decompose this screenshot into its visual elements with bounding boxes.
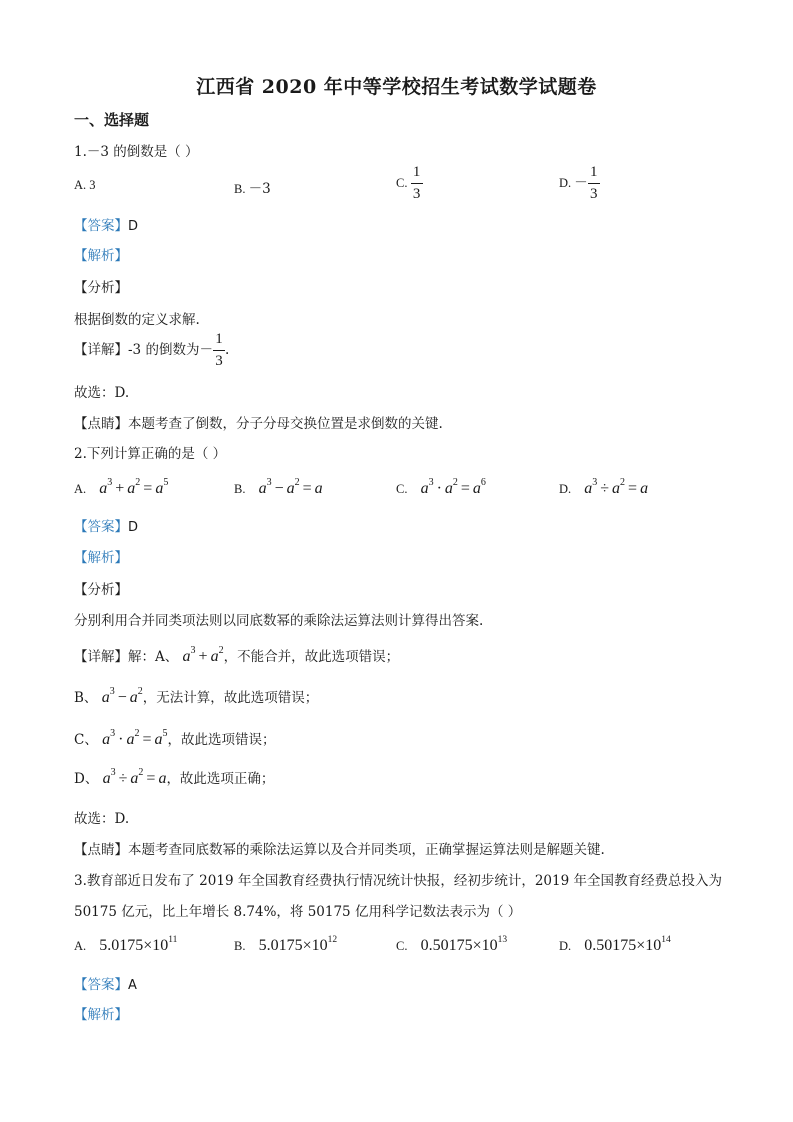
- q3-answer: [74, 973, 137, 993]
- q2-comment: [74, 838, 605, 858]
- q2-option-c: [396, 478, 486, 498]
- q2-analysis-tag: 【解析】: [74, 550, 128, 566]
- page-title: 江西省 2020 年中等学校招生考试数学试题卷: [196, 76, 597, 98]
- q2-option-d-expr: $a^3 \div a^2 = a$: [584, 476, 649, 497]
- q1-option-d-sign: －: [574, 175, 588, 191]
- q2-stem: 2.下列计算正确的是（ ）: [74, 446, 227, 462]
- detail-a-expr: $a^3 + a^2$: [182, 644, 224, 665]
- q1-option-d: [559, 165, 600, 202]
- answer-tag: 【答案】: [74, 218, 128, 234]
- q1-stem: 1.－3 的倒数是（ ）: [74, 144, 199, 160]
- q2-fenxi-text: 分别利用合并同类项法则以同底数幂的乘除法运算法则计算得出答案.: [74, 613, 484, 629]
- q3-option-b: [234, 935, 337, 955]
- detail-b-expr: $a^3 - a^2$: [101, 685, 143, 706]
- fraction-denominator: 3: [215, 353, 223, 369]
- q1-option-a-text: 3: [89, 178, 96, 192]
- q1-option-b: [234, 177, 271, 197]
- q1-detail: [74, 332, 229, 369]
- q2-option-d-label: D.: [559, 482, 572, 496]
- section-heading: 一、选择题: [74, 111, 150, 129]
- q1-analysis-tag: 【解析】: [74, 248, 128, 264]
- q3-option-b-label: B.: [234, 939, 246, 953]
- q2-option-c-expr: $a^3 \cdot a^2 = a^6$: [420, 476, 486, 497]
- q2-detail-b: [74, 686, 318, 707]
- q2-option-b-label: B.: [234, 482, 246, 496]
- q2-detail-a: [74, 645, 399, 666]
- q1-answer: [74, 214, 138, 234]
- q2-option-a-expr: $a^3 + a^2 = a^5$: [99, 476, 169, 497]
- q2-option-a-label: A.: [74, 482, 87, 496]
- q3-option-d-value: $0.50175\times 10^{14}$: [584, 934, 671, 954]
- q3-option-a-value: $5.0175\times 10^{11}$: [99, 934, 178, 954]
- q2-fenxi-tag: 【分析】: [74, 582, 128, 598]
- answer-value: D: [128, 219, 139, 234]
- q3-option-a: [74, 935, 177, 955]
- q1-option-c-label: C.: [396, 176, 411, 190]
- fraction-numerator: 1: [215, 331, 223, 347]
- detail-c-expr: $a^3 \cdot a^2 = a^5$: [102, 727, 168, 748]
- q3-stem-line2: 50175 亿元，比上年增长 8.74%，将 50175 亿用科学记数法表示为（ ）: [74, 904, 522, 920]
- fraction-denominator: 3: [590, 186, 598, 202]
- q3-option-d-label: D.: [559, 939, 572, 953]
- detail-a-suffix: ，不能合并，故此选项错误；: [223, 649, 400, 665]
- q3-option-c: [396, 935, 507, 955]
- q3-option-b-value: $5.0175\times 10^{12}$: [258, 934, 338, 954]
- fraction-denominator: 3: [412, 186, 421, 202]
- answer-value: D: [128, 520, 139, 535]
- q3-option-d: [559, 935, 671, 955]
- answer-tag: 【答案】: [74, 977, 128, 993]
- q3-option-c-value: $0.50175\times 10^{13}$: [420, 934, 508, 954]
- q1-comment: [74, 412, 443, 432]
- detail-tag: 【详解】: [74, 342, 128, 358]
- answer-tag: 【答案】: [74, 519, 128, 535]
- detail-d-suffix: ，故此选项正确；: [166, 771, 275, 787]
- q2-option-c-label: C.: [396, 482, 408, 496]
- q3-stem-line1: 3.教育部近日发布了 2019 年全国教育经费执行情况统计快报，经初步统计，2019 年全国教育经费总投入为: [74, 873, 722, 889]
- q1-option-c-fraction: [411, 165, 423, 202]
- detail-c-prefix: C、: [74, 732, 98, 748]
- detail-d-prefix: D、: [74, 771, 99, 787]
- q2-choose: 故选：D.: [74, 811, 130, 827]
- detail-c-suffix: ，故此选项错误；: [167, 732, 276, 748]
- q1-option-a: [74, 177, 96, 193]
- detail-d-expr: $a^3 \div a^2 = a$: [102, 766, 167, 787]
- q1-option-d-label: D.: [559, 176, 575, 190]
- q1-option-c: [396, 165, 423, 202]
- q2-detail-c: [74, 728, 276, 749]
- answer-value: A: [128, 978, 137, 993]
- q2-option-b: [234, 478, 323, 498]
- q2-option-a: [74, 478, 168, 498]
- q1-option-d-fraction: [588, 165, 600, 202]
- q1-option-b-text: －3: [248, 181, 271, 197]
- comment-tag: 【点睛】: [74, 842, 128, 858]
- fraction-numerator: 1: [590, 164, 598, 180]
- q3-option-a-label: A.: [74, 939, 87, 953]
- q2-detail-d: [74, 767, 274, 788]
- detail-b-prefix: B、: [74, 690, 98, 706]
- q2-option-b-expr: $a^3 - a^2 = a$: [258, 476, 323, 497]
- q1-option-b-label: B.: [234, 182, 249, 196]
- detail-b-suffix: ，无法计算，故此选项错误；: [142, 690, 319, 706]
- detail-a-prefix: 解：A、: [128, 649, 179, 665]
- q3-analysis-tag: 【解析】: [74, 1007, 128, 1023]
- q1-fenxi-text: 根据倒数的定义求解.: [74, 312, 200, 328]
- q3-option-c-label: C.: [396, 939, 408, 953]
- comment-tag: 【点睛】: [74, 416, 128, 432]
- q2-answer: [74, 515, 138, 535]
- detail-tag: 【详解】: [74, 649, 128, 665]
- q1-choose: 故选：D.: [74, 385, 130, 401]
- comment-text: 本题考查同底数幂的乘除法运算以及合并同类项，正确掌握运算法则是解题关键.: [128, 842, 605, 858]
- q2-option-d: [559, 478, 648, 498]
- comment-text: 本题考查了倒数，分子分母交换位置是求倒数的关键.: [128, 416, 443, 432]
- q1-option-a-label: A.: [74, 178, 90, 192]
- detail-text: -3 的倒数为: [128, 342, 200, 358]
- detail-period: .: [224, 342, 230, 358]
- fraction-numerator: 1: [412, 164, 421, 180]
- q1-detail-fraction: [213, 332, 225, 369]
- q1-fenxi-tag: 【分析】: [74, 280, 128, 296]
- detail-sign: －: [199, 342, 213, 358]
